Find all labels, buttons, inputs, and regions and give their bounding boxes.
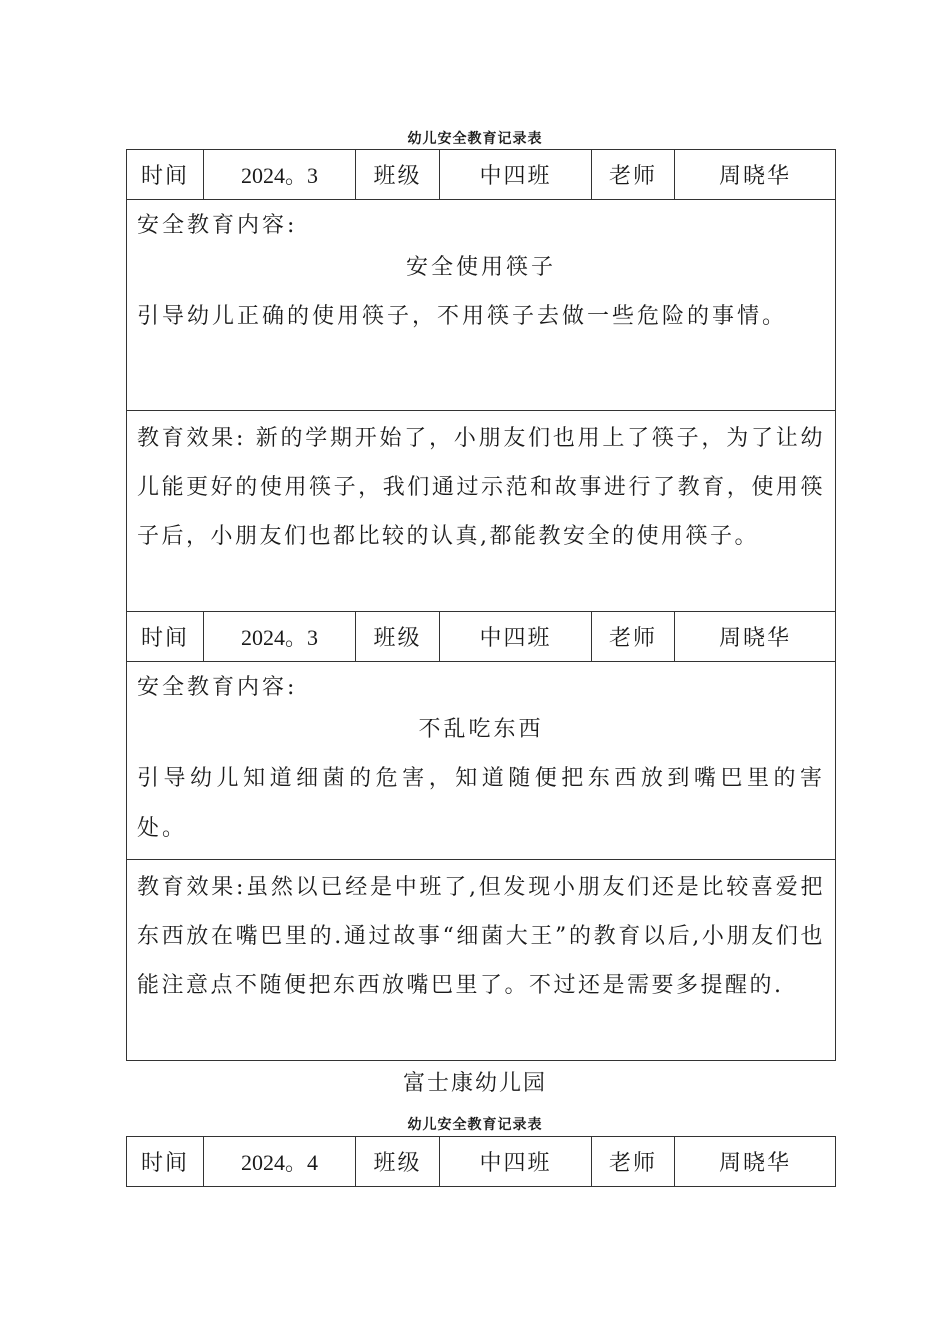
class-label: 班级 [356, 150, 440, 200]
content-row [127, 662, 836, 860]
content-description: 引导幼儿知道细菌的危害，知道随便把东西放到嘴巴里的害处。 [137, 766, 825, 841]
record-header-row [127, 1137, 836, 1187]
result-row [127, 860, 836, 1061]
result-text: 教育效果: 新的学期开始了，小朋友们也用上了筷子，为了让幼儿能更好的使用筷子，我们通过示范和故事进行了教育，使用筷子后，小朋友们也都比较的认真,都能教安全的使用筷子。 [137, 426, 825, 549]
teacher-value: 周晓华 [675, 150, 836, 200]
class-value: 中四班 [440, 612, 592, 662]
teacher-label: 老师 [592, 612, 675, 662]
time-label: 时间 [127, 1137, 204, 1187]
teacher-label: 老师 [592, 150, 675, 200]
record-header-row [127, 150, 836, 200]
content-row [127, 200, 836, 411]
date-value: 2024。3 [204, 150, 356, 200]
content-description: 引导幼儿正确的使用筷子，不用筷子去做一些危险的事情。 [137, 304, 788, 329]
result-row [127, 411, 836, 612]
class-label: 班级 [356, 1137, 440, 1187]
teacher-value: 周晓华 [675, 1137, 836, 1187]
kindergarten-name: 富士康幼儿园 [402, 1071, 547, 1096]
content-cell [127, 662, 835, 854]
result-text: 教育效果:虽然以已经是中班了,但发现小朋友们还是比较喜爱把东西放在嘴巴里的.通过故事“细菌大王”的教育以后,小朋友们也能注意点不随便把东西放嘴巴里了。不过还是需要多提醒的. [137, 875, 825, 998]
form-title: 幼儿安全教育记录表 [407, 131, 543, 147]
second-record-table [126, 1136, 836, 1187]
second-form-title: 幼儿安全教育记录表 [407, 1117, 543, 1133]
record-header-row [127, 612, 836, 662]
date-value: 2024。3 [204, 612, 356, 662]
teacher-label: 老师 [592, 1137, 675, 1187]
time-label: 时间 [127, 612, 204, 662]
teacher-value: 周晓华 [675, 612, 836, 662]
record-table [126, 149, 836, 1061]
topic-title: 安全使用筷子 [405, 255, 556, 280]
time-label: 时间 [127, 150, 204, 200]
content-cell [127, 200, 835, 342]
class-label: 班级 [356, 612, 440, 662]
class-value: 中四班 [440, 1137, 592, 1187]
topic-title: 不乱吃东西 [418, 717, 544, 742]
date-value: 2024。4 [204, 1137, 356, 1187]
content-label: 安全教育内容: [137, 675, 298, 700]
class-value: 中四班 [440, 150, 592, 200]
content-label: 安全教育内容: [137, 213, 298, 238]
